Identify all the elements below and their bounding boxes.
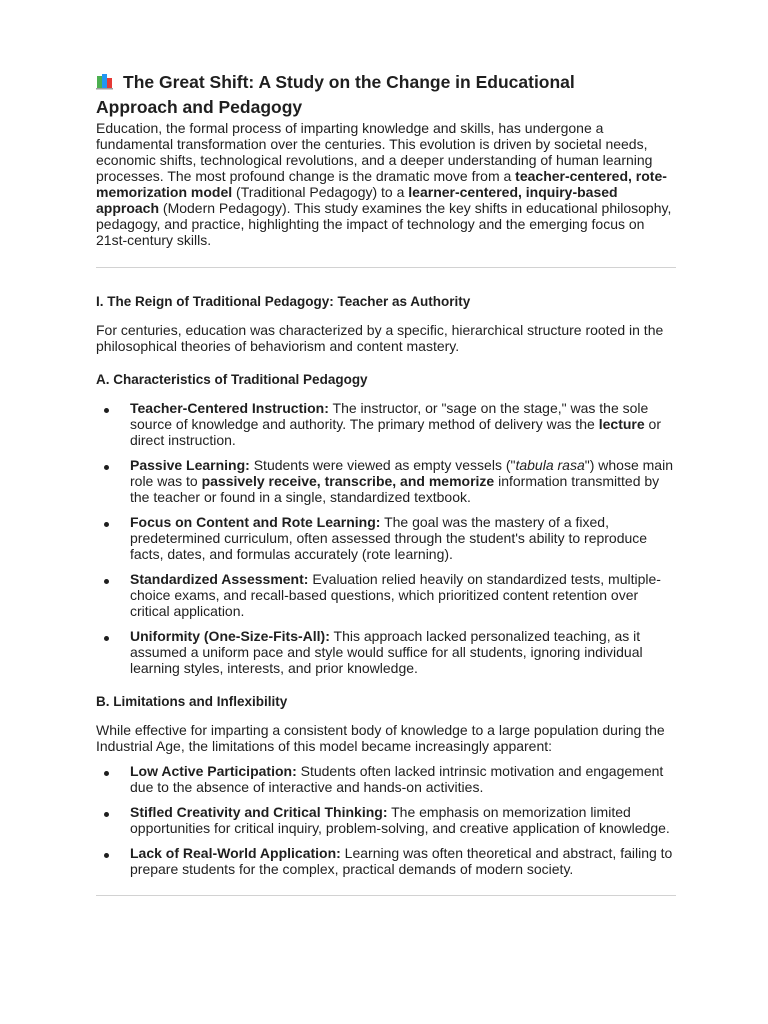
intro-paragraph <box>96 120 676 248</box>
list-item-bold: passively receive, transcribe, and memorize <box>201 473 495 489</box>
list-item-label: Teacher-Centered Instruction: <box>130 400 329 416</box>
list-item-label: Standardized Assessment: <box>130 571 309 587</box>
list-item-label: Focus on Content and Rote Learning: <box>130 514 381 530</box>
list-item-text: Learning was often theoretical and abstract, failing to prepare students for the complex, practical demands of modern society. <box>130 845 673 877</box>
list-item-text: Students were viewed as empty vessels (" <box>249 457 516 473</box>
subsection-heading-b: B. Limitations and Inflexibility <box>96 694 288 709</box>
section-heading-1: I. The Reign of Traditional Pedagogy: Teacher as Authority <box>96 294 471 309</box>
divider <box>96 267 676 268</box>
list-item <box>96 845 676 877</box>
subsection-b-intro: While effective for imparting a consistent body of knowledge to a large population during the Industrial Age, the limitations of this model became increasingly apparent: <box>96 722 665 754</box>
list-item <box>96 763 676 795</box>
intro-text-2: (Traditional Pedagogy) to a <box>232 184 409 200</box>
list-item-label: Uniformity (One-Size-Fits-All): <box>130 628 330 644</box>
list-item <box>96 457 676 505</box>
books-icon <box>96 72 115 89</box>
list-item-text: The goal was the mastery of a fixed, predetermined curriculum, often assessed through the student's ability to reproduce facts, dates, and formulas accurately (rote learning). <box>130 514 648 562</box>
list-item-bold: lecture <box>598 416 645 432</box>
list-item-text: The instructor, or "sage on the stage," was the sole source of knowledge and authority. The primary method of delivery was the <box>130 400 649 432</box>
subsection-heading-a: A. Characteristics of Traditional Pedagogy <box>96 372 368 387</box>
list-item-text: The emphasis on memorization limited opportunities for critical inquiry, problem-solving, and creative application of knowledge. <box>130 804 670 836</box>
title-line-1: The Great Shift: A Study on the Change in Educational <box>123 72 575 92</box>
section-1-intro: For centuries, education was characterized by a specific, hierarchical structure rooted in the philosophical theories of behaviorism and content mastery. <box>96 322 664 354</box>
list-item-italic: tabula rasa <box>515 457 585 473</box>
list-item <box>96 628 676 676</box>
list-item <box>96 804 676 836</box>
intro-text-3: (Modern Pedagogy). This study examines the key shifts in educational philosophy, pedagogy, and practice, highlighting the impact of technology and the emerging focus on 21st-century skills. <box>96 200 672 248</box>
divider <box>96 895 676 896</box>
list-item-text: Evaluation relied heavily on standardized tests, multiple-choice exams, and recall-based questions, which prioritized content retention over critical application. <box>130 571 661 619</box>
list-item <box>96 514 676 562</box>
intro-text-1: Education, the formal process of imparting knowledge and skills, has undergone a fundamental transformation over the centuries. This evolution is driven by societal needs, economic shifts, technological revolutions, and a deeper understanding of human learning processes. The most profound change is the dramatic move from a <box>96 120 653 184</box>
intro-bold-1: teacher-centered, rote-memorization model <box>96 168 667 200</box>
limitations-list <box>96 763 676 877</box>
title-line-2: Approach and Pedagogy <box>96 97 303 117</box>
list-item-label: Lack of Real-World Application: <box>130 845 341 861</box>
list-item-label: Passive Learning: <box>130 457 250 473</box>
list-item-text: information transmitted by the teacher or found in a single, standardized textbook. <box>130 473 660 505</box>
list-item <box>96 400 676 448</box>
list-item-text: This approach lacked personalized teaching, as it assumed a uniform pace and style would suffice for all students, ignoring individual learning styles, interests, and prior knowledge. <box>130 628 643 676</box>
intro-bold-2: learner-centered, inquiry-based approach <box>96 184 618 216</box>
list-item-text: Students often lacked intrinsic motivation and engagement due to the absence of interactive and hands-on activities. <box>130 763 664 795</box>
document-content <box>96 70 676 896</box>
list-item-text: or direct instruction. <box>130 416 661 448</box>
list-item <box>96 571 676 619</box>
list-item-label: Stifled Creativity and Critical Thinking: <box>130 804 388 820</box>
characteristics-list <box>96 400 676 676</box>
page-title <box>96 70 676 120</box>
list-item-text: ") whose main role was to <box>130 457 673 489</box>
list-item-label: Low Active Participation: <box>130 763 297 779</box>
